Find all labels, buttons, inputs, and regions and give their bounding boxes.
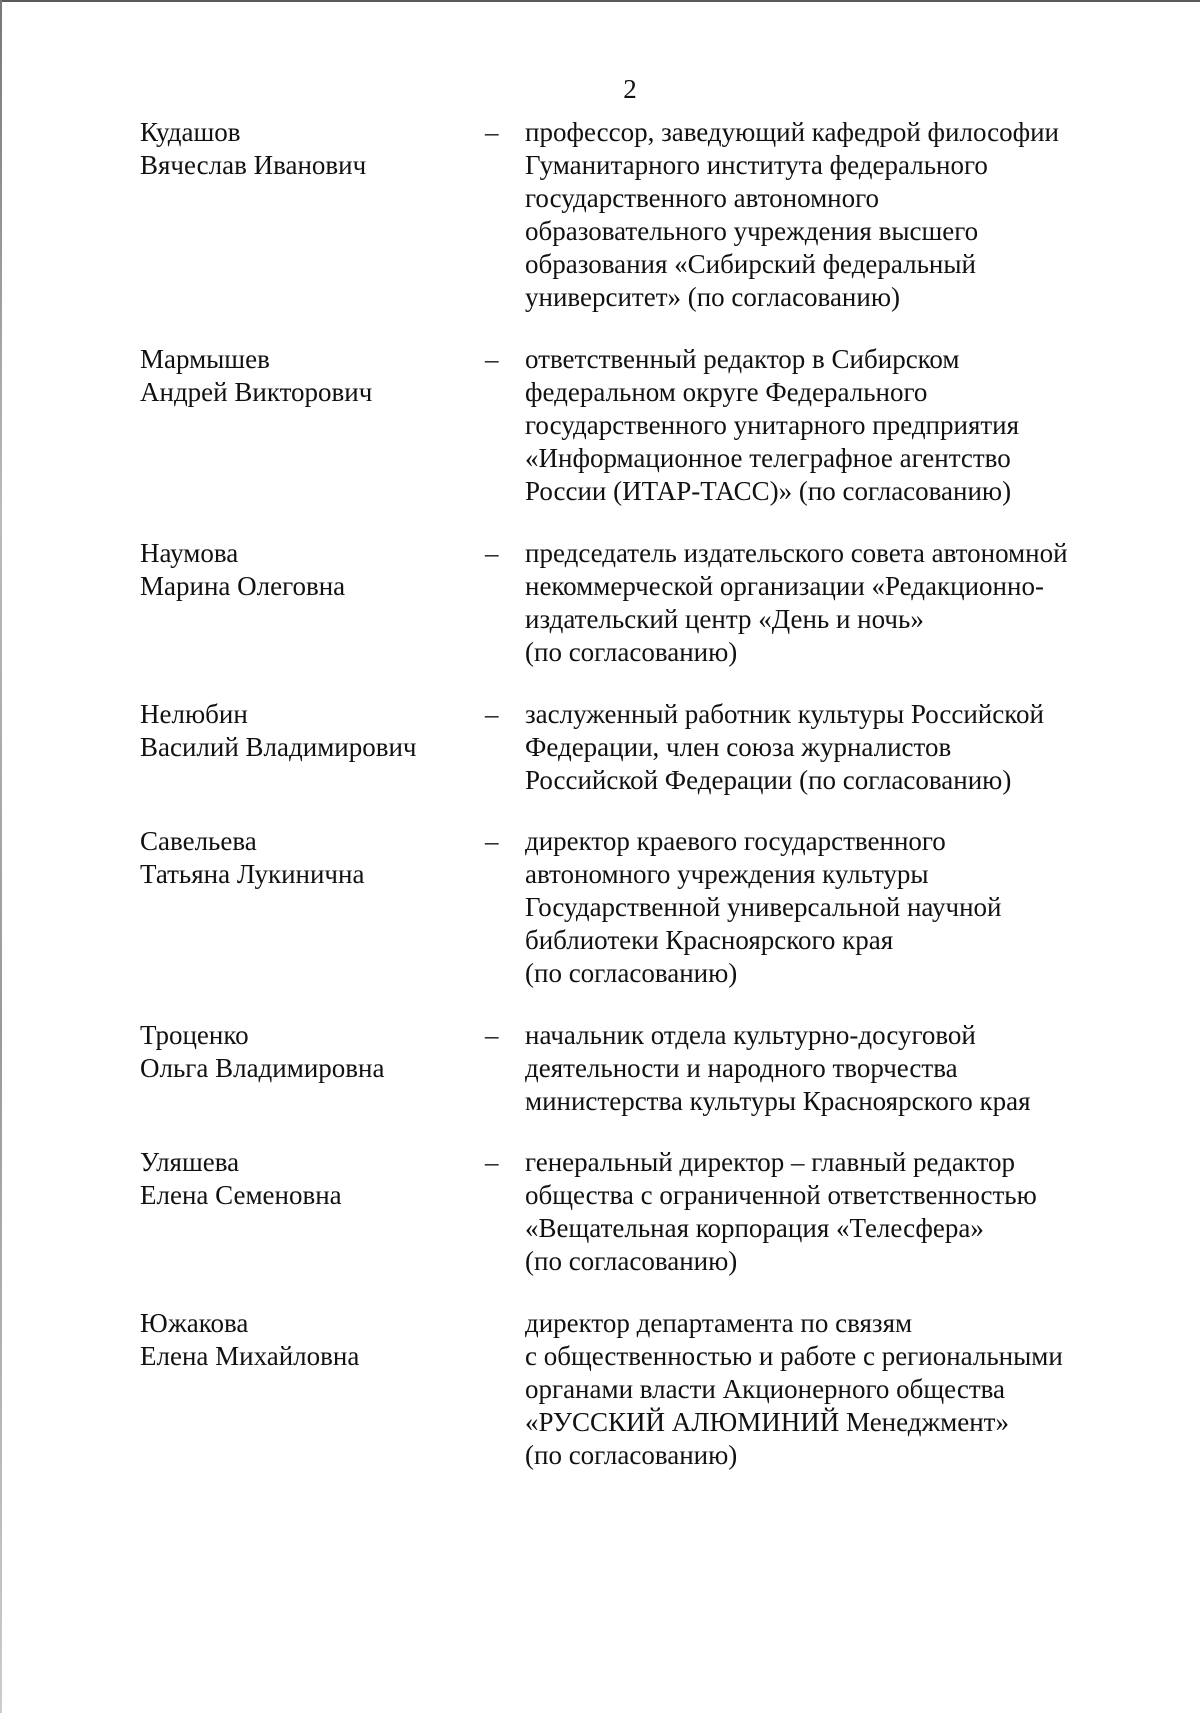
position-line: (по согласованию) [525, 958, 738, 988]
member-entry [140, 116, 1100, 314]
member-name [140, 698, 485, 764]
member-name [140, 116, 485, 182]
member-entry [140, 825, 1100, 990]
separator-dash: – [485, 344, 499, 374]
member-given-names: Василий Владимирович [140, 732, 417, 762]
member-entry [140, 1146, 1100, 1278]
separator-dash: – [485, 699, 499, 729]
position-line: России (ИТАР-ТАСС)» (по согласованию) [525, 476, 1012, 506]
member-surname: Уляшева [140, 1147, 240, 1177]
position-line: государственного автономного [525, 183, 880, 213]
member-given-names: Андрей Викторович [140, 377, 373, 407]
separator-dash: – [485, 538, 499, 568]
position-line: директор краевого государственного [525, 826, 946, 856]
member-position [525, 1019, 1100, 1118]
position-line: государственного унитарного предприятия [525, 410, 1020, 440]
position-line: федеральном округе Федерального [525, 377, 928, 407]
position-line: председатель издательского совета автономной [525, 538, 1068, 568]
position-line: Гуманитарного института федерального [525, 150, 988, 180]
separator-dash: – [485, 1147, 499, 1177]
position-line: деятельности и народного творчества [525, 1053, 958, 1083]
member-surname: Троценко [140, 1020, 249, 1050]
position-line: образовательного учреждения высшего [525, 216, 979, 246]
member-name [140, 1307, 485, 1373]
member-entry [140, 343, 1100, 508]
position-line: издательский центр «День и ночь» [525, 604, 924, 634]
member-entry [140, 537, 1100, 669]
scan-edge-top [0, 0, 1200, 2]
position-line: министерства культуры Красноярского края [525, 1086, 1031, 1116]
position-line: заслуженный работник культуры Российской [525, 699, 1044, 729]
scan-edge-left [0, 0, 2, 1713]
position-line: «Информационное телеграфное агентство [525, 443, 1011, 473]
position-line: «Вещательная корпорация «Телесфера» [525, 1213, 984, 1243]
member-position [525, 825, 1100, 990]
member-position [525, 116, 1100, 314]
member-name [140, 825, 485, 891]
position-line: директор департамента по связям [525, 1308, 913, 1338]
position-line: (по согласованию) [525, 1440, 738, 1470]
position-line: «РУССКИЙ АЛЮМИНИЙ Менеджмент» [525, 1407, 1009, 1437]
position-line: ответственный редактор в Сибирском [525, 344, 960, 374]
member-position [525, 1307, 1100, 1472]
position-line: Российской Федерации (по согласованию) [525, 765, 1012, 795]
position-line: (по согласованию) [525, 637, 738, 667]
member-name [140, 1019, 485, 1085]
position-line: Государственной универсальной научной [525, 892, 1002, 922]
member-position [525, 343, 1100, 508]
member-surname: Южакова [140, 1308, 249, 1338]
separator-dash: – [485, 1020, 499, 1050]
position-line: органами власти Акционерного общества [525, 1374, 1006, 1404]
member-entry [140, 698, 1100, 797]
member-position [525, 537, 1100, 669]
member-surname: Наумова [140, 538, 239, 568]
position-line: образования «Сибирский федеральный [525, 249, 976, 279]
position-line: с общественностью и работе с региональными [525, 1341, 1063, 1371]
position-line: общества с ограниченной ответственностью [525, 1180, 1037, 1210]
member-position [525, 1146, 1100, 1278]
member-given-names: Ольга Владимировна [140, 1053, 385, 1083]
page-number: 2 [623, 74, 637, 104]
member-name [140, 343, 485, 409]
member-surname: Нелюбин [140, 699, 248, 729]
position-line: профессор, заведующий кафедрой философии [525, 117, 1060, 147]
position-line: университет» (по согласованию) [525, 282, 900, 312]
member-given-names: Елена Михайловна [140, 1341, 360, 1371]
member-name [140, 537, 485, 603]
member-surname: Кудашов [140, 117, 241, 147]
position-line: генеральный директор – главный редактор [525, 1147, 1016, 1177]
position-line: начальник отдела культурно-досуговой [525, 1020, 976, 1050]
position-line: Федерации, член союза журналистов [525, 732, 952, 762]
member-entry [140, 1307, 1100, 1472]
position-line: автономного учреждения культуры [525, 859, 929, 889]
member-given-names: Вячеслав Иванович [140, 150, 367, 180]
members-list [140, 116, 1100, 1472]
separator-dash: – [485, 826, 499, 856]
member-position [525, 698, 1100, 797]
member-surname: Мармышев [140, 344, 270, 374]
member-entry [140, 1019, 1100, 1118]
member-given-names: Марина Олеговна [140, 571, 346, 601]
member-surname: Савельева [140, 826, 257, 856]
separator-dash: – [485, 117, 499, 147]
position-line: библиотеки Красноярского края [525, 925, 894, 955]
member-given-names: Татьяна Лукинична [140, 859, 365, 889]
position-line: (по согласованию) [525, 1246, 738, 1276]
member-given-names: Елена Семеновна [140, 1180, 342, 1210]
member-name [140, 1146, 485, 1212]
position-line: некоммерческой организации «Редакционно- [525, 571, 1044, 601]
